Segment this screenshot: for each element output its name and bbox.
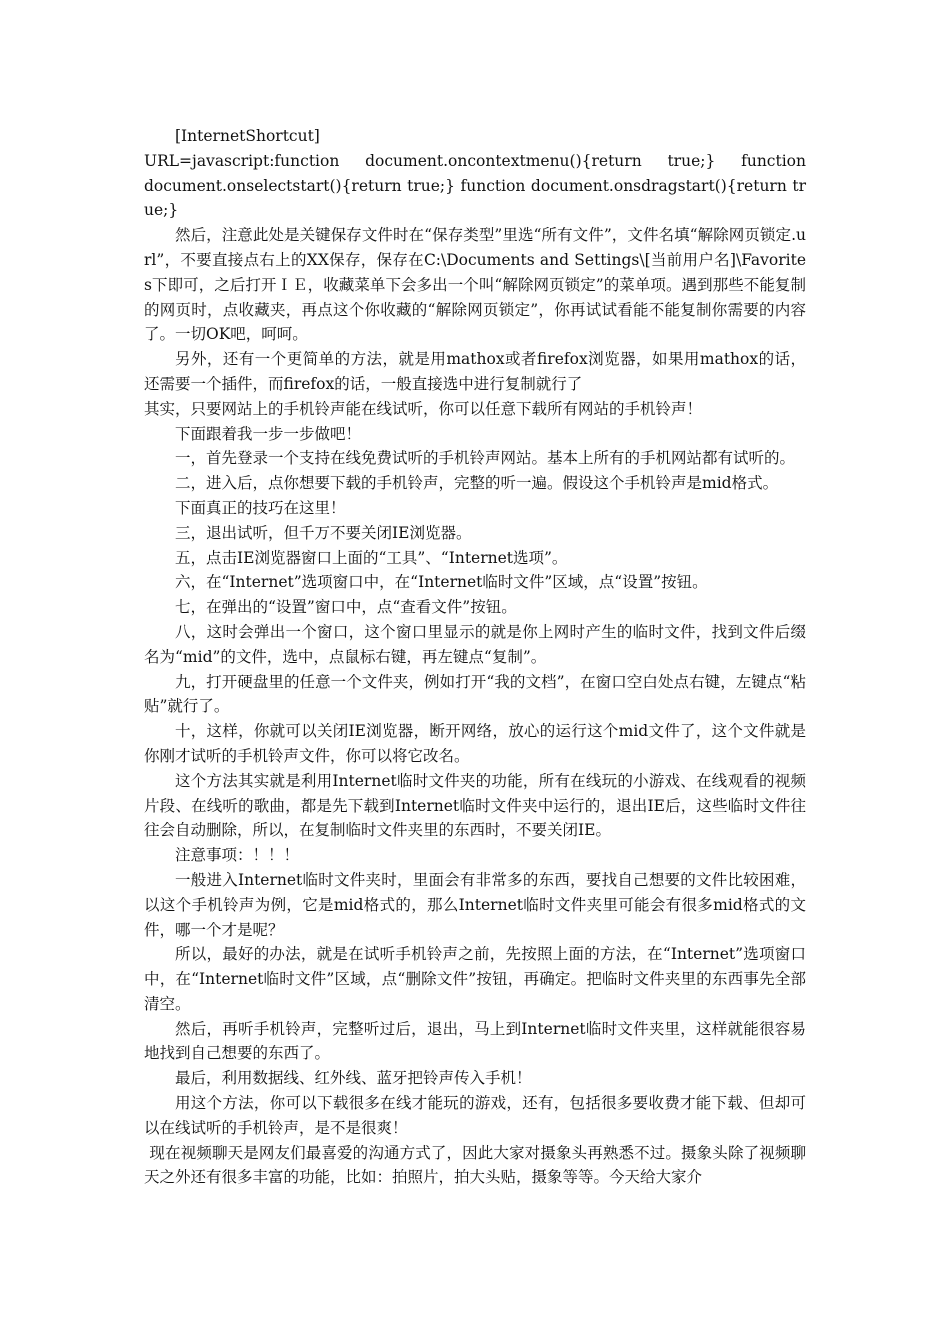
paragraph-follow-steps: 下面跟着我一步一步做吧！ (175, 424, 362, 443)
paragraph-note-3: 然后，再听手机铃声，完整听过后，退出，马上到Internet临时文件夹里，这样就能很容易地找到自己想要的东西了。 (144, 1019, 806, 1063)
step-8: 八，这时会弹出一个窗口，这个窗口里显示的就是你上网时产生的临时文件，找到文件后缀名为“mid”的文件，选中，点鼠标右键，再左键点“复制”。 (144, 622, 806, 666)
step-6: 六，在“Internet”选项窗口中，在“Internet临时文件”区域，点“设置”按钮。 (175, 573, 708, 592)
paragraph-explanation: 这个方法其实就是利用Internet临时文件夹的功能，所有在线玩的小游戏、在线观看的视频片段、在线听的歌曲，都是先下载到Internet临时文件夹中运行的，退出IE后，这些临时文件往往会自动删除，所以，在复制临时文件夹里的东西时，不要关闭IE。 (144, 771, 806, 840)
step-9: 九，打开硬盘里的任意一个文件夹，例如打开“我的文档”，在窗口空白处点右键，左键点“粘贴”就行了。 (144, 672, 806, 716)
paragraph-webcam-intro: 现在视频聊天是网友们最喜爱的沟通方式了，因此大家对摄象头再熟悉不过。摄象头除了视频聊天之外还有很多丰富的功能，比如：拍照片，拍大头贴，摄象等等。今天给大家介 (144, 1143, 806, 1187)
paragraph-note-1: 一般进入Internet临时文件夹时，里面会有非常多的东西，要找自己想要的文件比较困难，以这个手机铃声为例，它是mid格式的，那么Internet临时文件夹里可能会有很多mid格式的文件，哪一个才是呢？ (144, 870, 806, 939)
shortcut-header: [InternetShortcut] (175, 127, 320, 145)
step-1: 一，首先登录一个支持在线免费试听的手机铃声网站。基本上所有的手机网站都有试听的。 (175, 449, 796, 468)
step-7: 七，在弹出的“设置”窗口中，点“查看文件”按钮。 (175, 598, 517, 617)
paragraph-save-shortcut: 然后，注意此处是关键保存文件时在“保存类型”里选“所有文件”，文件名填“解除网页锁定.url”，不要直接点右上的XX保存，保存在C:\Documents and Settings\[当前用户名]\Favorites下即可，之后打开ＩＥ，收藏菜单下会多出一个叫“解除网页锁定”的菜单项。遇到那些不能复制的网页时，点收藏夹，再点这个你收藏的“解除网页锁定”，你再试试看能不能复制你需要的内容了。一切OK吧，呵呵。 (144, 226, 806, 344)
paragraph-simpler-method: 另外，还有一个更简单的方法，就是用mathox或者firefox浏览器，如果用mathox的话，还需要一个插件，而firefox的话，一般直接选中进行复制就行了 (144, 350, 806, 393)
step-2: 二，进入后，点你想要下载的手机铃声，完整的听一遍。假设这个手机铃声是mid格式。 (175, 474, 779, 493)
url-line-2: document.onselectstart(){return true;} function document.onsdragstart(){return true;} (144, 176, 806, 220)
url-token-1: URL=javascript:function (144, 151, 340, 170)
paragraph-note-2: 所以，最好的办法，就是在试听手机铃声之前，先按照上面的方法，在“Internet”选项窗口中，在“Internet临时文件”区域，点“删除文件”按钮，再确定。把临时文件夹里的东西事先全部清空。 (144, 945, 806, 1013)
url-token-3: true;} (667, 151, 716, 170)
url-token-4: function (741, 151, 806, 170)
paragraph-summary: 用这个方法，你可以下载很多在线才能玩的游戏，还有，包括很多要收费才能下载、但却可以在线试听的手机铃声，是不是很爽！ (144, 1094, 806, 1137)
step-3: 三，退出试听，但千万不要关闭IE浏览器。 (175, 523, 472, 542)
document-page (144, 124, 806, 1190)
url-line-1 (144, 149, 806, 174)
step-10: 十，这样，你就可以关闭IE浏览器，断开网络，放心的运行这个mid文件了，这个文件就是你刚才试听的手机铃声文件，你可以将它改名。 (144, 722, 806, 765)
paragraph-real-tip: 下面真正的技巧在这里！ (175, 498, 346, 517)
paragraph-notes-heading: 注意事项：！！！ (175, 846, 300, 865)
url-token-2: document.oncontextmenu(){return (365, 151, 642, 170)
paragraph-transfer: 最后，利用数据线、红外线、蓝牙把铃声传入手机！ (175, 1069, 532, 1088)
step-5: 五，点击IE浏览器窗口上面的“工具”、“Internet选项”。 (175, 548, 568, 567)
paragraph-ringtone-intro: 其实，只要网站上的手机铃声能在线试听，你可以任意下载所有网站的手机铃声！ (144, 399, 703, 418)
